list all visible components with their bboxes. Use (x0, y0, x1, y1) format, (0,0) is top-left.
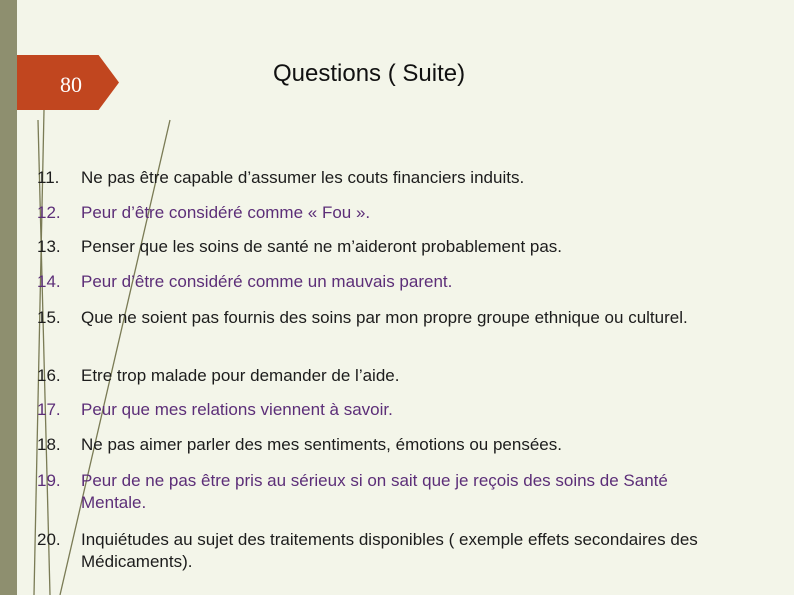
list-item (37, 271, 737, 293)
item-text: Inquiétudes au sujet des traitements disponibles ( exemple effets secondaires des Médicaments). (81, 530, 698, 571)
item-number: 15. (37, 308, 61, 327)
item-text: Peur d’être considéré comme un mauvais parent. (81, 272, 453, 291)
item-text: Etre trop malade pour demander de l’aide. (81, 366, 400, 385)
item-text: Que ne soient pas fournis des soins par mon propre groupe ethnique ou culturel. (81, 308, 688, 327)
item-number: 14. (37, 272, 61, 291)
item-number: 17. (37, 400, 61, 419)
item-text: Peur que mes relations viennent à savoir. (81, 400, 393, 419)
list-item (37, 365, 737, 387)
item-text: Peur d’être considéré comme « Fou ». (81, 203, 371, 222)
item-number: 16. (37, 366, 61, 385)
list-item (37, 202, 737, 224)
item-text: Ne pas être capable d’assumer les couts financiers induits. (81, 168, 525, 187)
list-item (37, 307, 737, 329)
item-number: 19. (37, 471, 61, 490)
list-item (37, 434, 737, 456)
item-number: 20. (37, 530, 61, 549)
item-number: 18. (37, 435, 61, 454)
item-number: 12. (37, 203, 61, 222)
list-item (37, 470, 737, 514)
item-text: Ne pas aimer parler des mes sentiments, émotions ou pensées. (81, 435, 562, 454)
item-text: Peur de ne pas être pris au sérieux si on sait que je reçois des soins de Santé Mentale. (81, 471, 668, 512)
slide-number: 80 (60, 72, 82, 97)
item-number: 11. (37, 168, 60, 187)
left-decorative-strip (0, 0, 17, 595)
list-item (37, 236, 737, 258)
page-title: Questions ( Suite) (273, 60, 466, 87)
list-item (37, 529, 737, 573)
list-item (37, 167, 737, 189)
item-number: 13. (37, 237, 61, 256)
item-text: Penser que les soins de santé ne m’aideront probablement pas. (81, 237, 563, 256)
list-item (37, 399, 737, 421)
